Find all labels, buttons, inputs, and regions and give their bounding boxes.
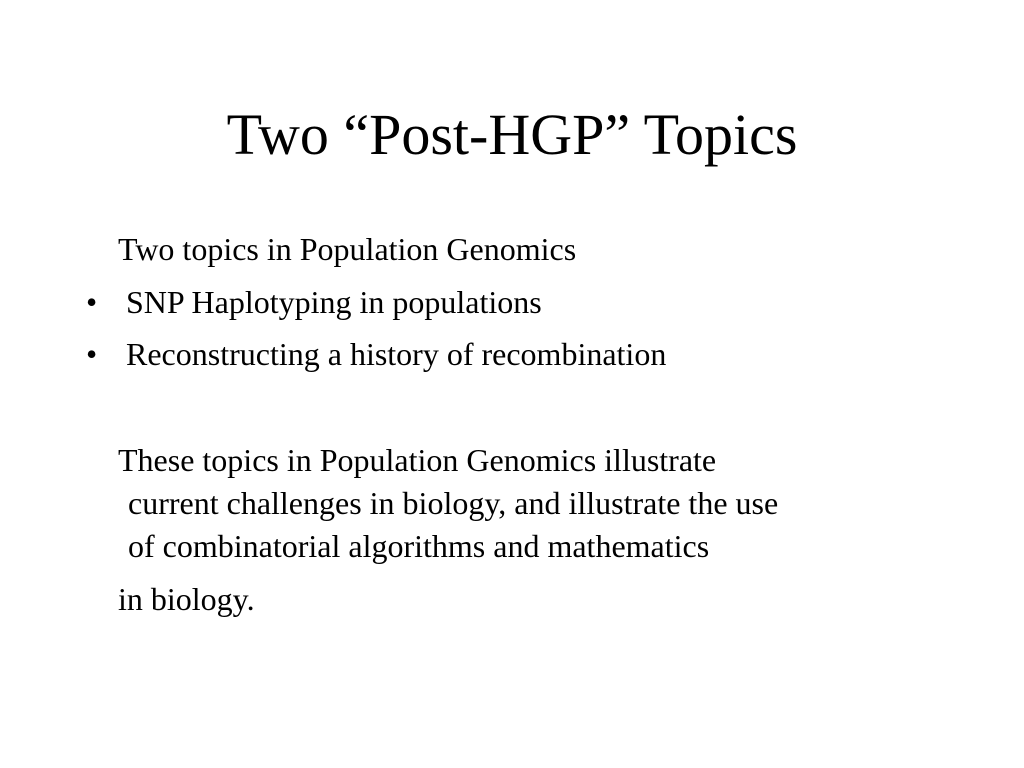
slide-title: Two “Post-HGP” Topics (226, 102, 798, 167)
paragraph-line-1: These topics in Population Genomics illustrate (118, 442, 717, 478)
bullet-item-recombination-history (86, 332, 666, 376)
intro-text: Two topics in Population Genomics (118, 231, 577, 267)
bullet-item-snp-haplotyping (86, 280, 542, 324)
bullet-icon: • (86, 336, 98, 372)
closing-text: in biology. (118, 581, 255, 617)
bullet-icon: • (86, 284, 98, 320)
bullet-label: SNP Haplotyping in populations (126, 284, 542, 320)
paragraph-line-2: current challenges in biology, and illustrate the use (128, 485, 779, 521)
bullet-label: Reconstructing a history of recombination (126, 336, 667, 372)
paragraph-line-3: of combinatorial algorithms and mathematics (128, 528, 710, 564)
